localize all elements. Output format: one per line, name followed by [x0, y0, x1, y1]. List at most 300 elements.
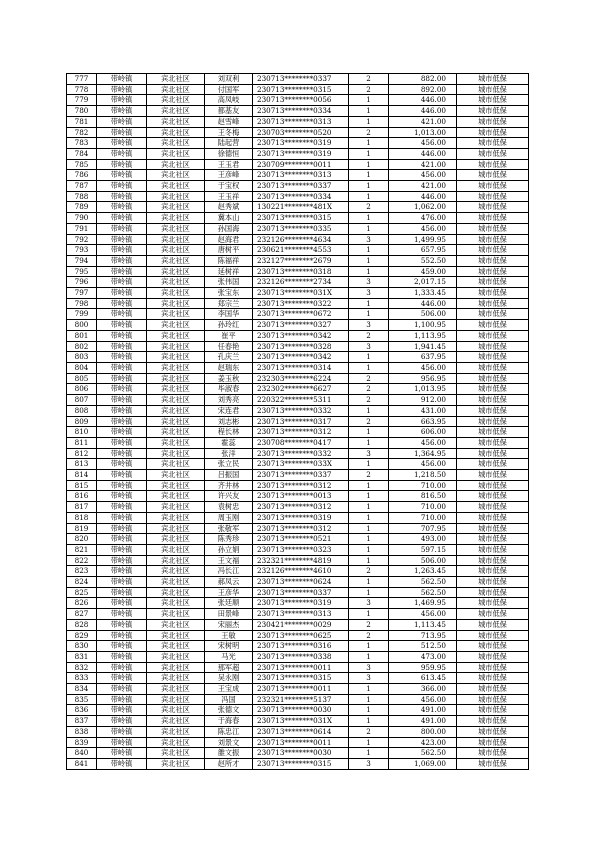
aid-type-cell: 城市低保: [457, 245, 529, 256]
community-cell: 宾北社区: [147, 726, 205, 737]
name-cell: 刘志彬: [205, 416, 253, 427]
amount-cell: 456.00: [389, 437, 457, 448]
id-number-cell: 230713********0318: [253, 266, 349, 277]
id-number-cell: 230713********0056: [253, 95, 349, 106]
table-row: [67, 373, 529, 384]
community-cell: 宾北社区: [147, 598, 205, 609]
name-cell: 张伟国: [205, 277, 253, 288]
row-number-cell: 823: [67, 566, 97, 577]
row-number-cell: 832: [67, 662, 97, 673]
community-cell: 宾北社区: [147, 84, 205, 95]
aid-type-cell: 城市低保: [457, 619, 529, 630]
community-cell: 宾北社区: [147, 341, 205, 352]
amount-cell: 459.00: [389, 266, 457, 277]
id-number-cell: 230713********0337: [253, 74, 349, 85]
table-row: [67, 298, 529, 309]
community-cell: 宾北社区: [147, 577, 205, 588]
community-cell: 宾北社区: [147, 277, 205, 288]
row-number-cell: 797: [67, 288, 97, 299]
amount-cell: 562.50: [389, 577, 457, 588]
row-number-cell: 838: [67, 726, 97, 737]
amount-cell: 657.95: [389, 245, 457, 256]
id-number-cell: 230713********0313: [253, 116, 349, 127]
town-cell: 带岭镇: [97, 523, 147, 534]
name-cell: 孙立娟: [205, 544, 253, 555]
household-size-cell: 1: [349, 138, 389, 149]
table-row: [67, 555, 529, 566]
amount-cell: 512.50: [389, 641, 457, 652]
town-cell: 带岭镇: [97, 673, 147, 684]
table-row: [67, 566, 529, 577]
name-cell: 王敏: [205, 630, 253, 641]
amount-cell: 1,469.95: [389, 598, 457, 609]
name-cell: 冀本山: [205, 213, 253, 224]
town-cell: 带岭镇: [97, 748, 147, 759]
household-size-cell: 1: [349, 245, 389, 256]
aid-type-cell: 城市低保: [457, 726, 529, 737]
name-cell: 赵海君: [205, 234, 253, 245]
community-cell: 宾北社区: [147, 138, 205, 149]
community-cell: 宾北社区: [147, 384, 205, 395]
amount-cell: 562.50: [389, 748, 457, 759]
name-cell: 霍蕊: [205, 437, 253, 448]
name-cell: 许兴友: [205, 491, 253, 502]
town-cell: 带岭镇: [97, 630, 147, 641]
household-size-cell: 1: [349, 512, 389, 523]
household-size-cell: 1: [349, 502, 389, 513]
row-number-cell: 837: [67, 716, 97, 727]
community-cell: 宾北社区: [147, 480, 205, 491]
aid-type-cell: 城市低保: [457, 255, 529, 266]
household-size-cell: 3: [349, 662, 389, 673]
household-size-cell: 1: [349, 577, 389, 588]
community-cell: 宾北社区: [147, 127, 205, 138]
household-size-cell: 1: [349, 716, 389, 727]
aid-type-cell: 城市低保: [457, 330, 529, 341]
household-size-cell: 2: [349, 202, 389, 213]
amount-cell: 446.00: [389, 191, 457, 202]
name-cell: 孙国海: [205, 223, 253, 234]
table-row: [67, 277, 529, 288]
row-number-cell: 777: [67, 74, 97, 85]
amount-cell: 1,941.45: [389, 341, 457, 352]
community-cell: 宾北社区: [147, 641, 205, 652]
table-row: [67, 416, 529, 427]
amount-cell: 663.95: [389, 416, 457, 427]
aid-type-cell: 城市低保: [457, 362, 529, 373]
table-row: [67, 116, 529, 127]
table-row: [67, 459, 529, 470]
id-number-cell: 220322********5311: [253, 395, 349, 406]
name-cell: 于宝权: [205, 181, 253, 192]
id-number-cell: 230713********031X: [253, 288, 349, 299]
name-cell: 延树祥: [205, 266, 253, 277]
town-cell: 带岭镇: [97, 116, 147, 127]
id-number-cell: 230713********0312: [253, 523, 349, 534]
town-cell: 带岭镇: [97, 662, 147, 673]
name-cell: 田景峰: [205, 609, 253, 620]
aid-type-cell: 城市低保: [457, 437, 529, 448]
id-number-cell: 230713********0672: [253, 309, 349, 320]
row-number-cell: 829: [67, 630, 97, 641]
aid-type-cell: 城市低保: [457, 127, 529, 138]
table-row: [67, 619, 529, 630]
name-cell: 宋丽杰: [205, 619, 253, 630]
id-number-cell: 230713********0316: [253, 641, 349, 652]
name-cell: 李国华: [205, 309, 253, 320]
community-cell: 宾北社区: [147, 459, 205, 470]
amount-cell: 423.00: [389, 737, 457, 748]
id-number-cell: 230713********0313: [253, 170, 349, 181]
row-number-cell: 789: [67, 202, 97, 213]
community-cell: 宾北社区: [147, 395, 205, 406]
id-number-cell: 232302********6627: [253, 384, 349, 395]
row-number-cell: 792: [67, 234, 97, 245]
town-cell: 带岭镇: [97, 341, 147, 352]
name-cell: 宋树明: [205, 641, 253, 652]
table-row: [67, 170, 529, 181]
community-cell: 宾北社区: [147, 555, 205, 566]
amount-cell: 431.00: [389, 405, 457, 416]
community-cell: 宾北社区: [147, 587, 205, 598]
row-number-cell: 800: [67, 320, 97, 331]
table-row: [67, 673, 529, 684]
community-cell: 宾北社区: [147, 437, 205, 448]
name-cell: 齐井林: [205, 480, 253, 491]
community-cell: 宾北社区: [147, 352, 205, 363]
town-cell: 带岭镇: [97, 437, 147, 448]
aid-type-cell: 城市低保: [457, 181, 529, 192]
household-size-cell: 1: [349, 298, 389, 309]
table-row: [67, 159, 529, 170]
id-number-cell: 230713********0319: [253, 148, 349, 159]
household-size-cell: 3: [349, 277, 389, 288]
id-number-cell: 230713********0335: [253, 223, 349, 234]
name-cell: 张立民: [205, 459, 253, 470]
aid-type-cell: 城市低保: [457, 427, 529, 438]
town-cell: 带岭镇: [97, 213, 147, 224]
name-cell: 崔平: [205, 330, 253, 341]
id-number-cell: 230713********031X: [253, 716, 349, 727]
id-number-cell: 230713********0312: [253, 427, 349, 438]
town-cell: 带岭镇: [97, 234, 147, 245]
name-cell: 王文福: [205, 555, 253, 566]
community-cell: 宾北社区: [147, 759, 205, 770]
table-row: [67, 223, 529, 234]
name-cell: 马光: [205, 651, 253, 662]
household-size-cell: 1: [349, 684, 389, 695]
community-cell: 宾北社区: [147, 470, 205, 481]
id-number-cell: 230713********0013: [253, 491, 349, 502]
aid-type-cell: 城市低保: [457, 202, 529, 213]
aid-type-cell: 城市低保: [457, 480, 529, 491]
amount-cell: 366.00: [389, 684, 457, 695]
row-number-cell: 824: [67, 577, 97, 588]
row-number-cell: 828: [67, 619, 97, 630]
community-cell: 宾北社区: [147, 491, 205, 502]
name-cell: 吴永刚: [205, 673, 253, 684]
id-number-cell: 230713********0322: [253, 298, 349, 309]
row-number-cell: 794: [67, 255, 97, 266]
town-cell: 带岭镇: [97, 651, 147, 662]
town-cell: 带岭镇: [97, 202, 147, 213]
aid-type-cell: 城市低保: [457, 373, 529, 384]
community-cell: 宾北社区: [147, 737, 205, 748]
aid-type-cell: 城市低保: [457, 277, 529, 288]
id-number-cell: 230713********0011: [253, 684, 349, 695]
community-cell: 宾北社区: [147, 234, 205, 245]
amount-cell: 446.00: [389, 95, 457, 106]
aid-type-cell: 城市低保: [457, 191, 529, 202]
aid-type-cell: 城市低保: [457, 759, 529, 770]
name-cell: 冯长江: [205, 566, 253, 577]
aid-type-cell: 城市低保: [457, 651, 529, 662]
town-cell: 带岭镇: [97, 555, 147, 566]
town-cell: 带岭镇: [97, 395, 147, 406]
town-cell: 带岭镇: [97, 705, 147, 716]
id-number-cell: 230621********4553: [253, 245, 349, 256]
community-cell: 宾北社区: [147, 95, 205, 106]
household-size-cell: 3: [349, 673, 389, 684]
name-cell: 冯国: [205, 694, 253, 705]
row-number-cell: 810: [67, 427, 97, 438]
amount-cell: 1,100.95: [389, 320, 457, 331]
household-size-cell: 1: [349, 523, 389, 534]
amount-cell: 446.00: [389, 106, 457, 117]
name-cell: 徐德恒: [205, 148, 253, 159]
id-number-cell: 230713********0614: [253, 726, 349, 737]
aid-type-cell: 城市低保: [457, 470, 529, 481]
community-cell: 宾北社区: [147, 673, 205, 684]
table-row: [67, 352, 529, 363]
amount-cell: 476.00: [389, 213, 457, 224]
amount-cell: 506.00: [389, 309, 457, 320]
name-cell: 王玉祥: [205, 191, 253, 202]
community-cell: 宾北社区: [147, 309, 205, 320]
table-row: [67, 641, 529, 652]
household-size-cell: 1: [349, 555, 389, 566]
amount-cell: 800.00: [389, 726, 457, 737]
household-size-cell: 2: [349, 330, 389, 341]
amount-cell: 710.00: [389, 502, 457, 513]
aid-type-cell: 城市低保: [457, 213, 529, 224]
row-number-cell: 825: [67, 587, 97, 598]
town-cell: 带岭镇: [97, 566, 147, 577]
id-number-cell: 230713********0338: [253, 651, 349, 662]
row-number-cell: 814: [67, 470, 97, 481]
household-size-cell: 1: [349, 170, 389, 181]
row-number-cell: 780: [67, 106, 97, 117]
household-size-cell: 3: [349, 341, 389, 352]
community-cell: 宾北社区: [147, 512, 205, 523]
id-number-cell: 230713********0312: [253, 480, 349, 491]
id-number-cell: 230713********0521: [253, 534, 349, 545]
row-number-cell: 816: [67, 491, 97, 502]
name-cell: 赵所才: [205, 759, 253, 770]
household-size-cell: 1: [349, 223, 389, 234]
household-size-cell: 2: [349, 84, 389, 95]
table-row: [67, 437, 529, 448]
table-row: [67, 684, 529, 695]
amount-cell: 473.00: [389, 651, 457, 662]
id-number-cell: 232321********4819: [253, 555, 349, 566]
id-number-cell: 232126********4610: [253, 566, 349, 577]
row-number-cell: 798: [67, 298, 97, 309]
amount-cell: 446.00: [389, 298, 457, 309]
table-row: [67, 234, 529, 245]
row-number-cell: 836: [67, 705, 97, 716]
name-cell: 赵瑞东: [205, 362, 253, 373]
name-cell: 高凤岐: [205, 95, 253, 106]
name-cell: 宋连君: [205, 405, 253, 416]
household-size-cell: 1: [349, 480, 389, 491]
name-cell: 都基友: [205, 106, 253, 117]
town-cell: 带岭镇: [97, 320, 147, 331]
household-size-cell: 1: [349, 159, 389, 170]
name-cell: 张廷顺: [205, 598, 253, 609]
household-size-cell: 1: [349, 191, 389, 202]
town-cell: 带岭镇: [97, 373, 147, 384]
community-cell: 宾北社区: [147, 74, 205, 85]
table-row: [67, 245, 529, 256]
town-cell: 带岭镇: [97, 416, 147, 427]
name-cell: 周玉刚: [205, 512, 253, 523]
amount-cell: 456.00: [389, 223, 457, 234]
aid-type-cell: 城市低保: [457, 502, 529, 513]
row-number-cell: 787: [67, 181, 97, 192]
name-cell: 赵秀斌: [205, 202, 253, 213]
amount-cell: 713.95: [389, 630, 457, 641]
row-number-cell: 831: [67, 651, 97, 662]
aid-type-cell: 城市低保: [457, 223, 529, 234]
town-cell: 带岭镇: [97, 534, 147, 545]
table-row: [67, 106, 529, 117]
table-row: [67, 480, 529, 491]
town-cell: 带岭镇: [97, 619, 147, 630]
name-cell: 吕振国: [205, 470, 253, 481]
row-number-cell: 806: [67, 384, 97, 395]
amount-cell: 1,013.95: [389, 384, 457, 395]
row-number-cell: 804: [67, 362, 97, 373]
amount-cell: 1,364.95: [389, 448, 457, 459]
household-size-cell: 2: [349, 384, 389, 395]
row-number-cell: 815: [67, 480, 97, 491]
id-number-cell: 230713********0334: [253, 191, 349, 202]
table-row: [67, 448, 529, 459]
name-cell: 张敬军: [205, 523, 253, 534]
row-number-cell: 822: [67, 555, 97, 566]
town-cell: 带岭镇: [97, 106, 147, 117]
community-cell: 宾北社区: [147, 116, 205, 127]
amount-cell: 446.00: [389, 148, 457, 159]
household-size-cell: 2: [349, 74, 389, 85]
community-cell: 宾北社区: [147, 288, 205, 299]
row-number-cell: 783: [67, 138, 97, 149]
id-number-cell: 230713********0315: [253, 84, 349, 95]
id-number-cell: 232303********6224: [253, 373, 349, 384]
community-cell: 宾北社区: [147, 448, 205, 459]
town-cell: 带岭镇: [97, 245, 147, 256]
table-row: [67, 405, 529, 416]
id-number-cell: 230713********0323: [253, 544, 349, 555]
table-row: [67, 191, 529, 202]
amount-cell: 710.00: [389, 512, 457, 523]
aid-type-cell: 城市低保: [457, 298, 529, 309]
community-cell: 宾北社区: [147, 716, 205, 727]
table-row: [67, 74, 529, 85]
id-number-cell: 232126********2734: [253, 277, 349, 288]
id-number-cell: 230713********0342: [253, 330, 349, 341]
amount-cell: 882.00: [389, 74, 457, 85]
town-cell: 带岭镇: [97, 277, 147, 288]
table-row: [67, 726, 529, 737]
id-number-cell: 230713********0328: [253, 341, 349, 352]
community-cell: 宾北社区: [147, 202, 205, 213]
amount-cell: 491.00: [389, 705, 457, 716]
community-cell: 宾北社区: [147, 148, 205, 159]
amount-cell: 421.00: [389, 116, 457, 127]
table-row: [67, 534, 529, 545]
row-number-cell: 796: [67, 277, 97, 288]
table-row: [67, 491, 529, 502]
row-number-cell: 841: [67, 759, 97, 770]
row-number-cell: 784: [67, 148, 97, 159]
row-number-cell: 781: [67, 116, 97, 127]
id-number-cell: 230713********0624: [253, 577, 349, 588]
town-cell: 带岭镇: [97, 127, 147, 138]
aid-type-cell: 城市低保: [457, 159, 529, 170]
aid-type-cell: 城市低保: [457, 705, 529, 716]
amount-cell: 506.00: [389, 555, 457, 566]
amount-cell: 912.00: [389, 395, 457, 406]
id-number-cell: 230713********0327: [253, 320, 349, 331]
table-row: [67, 84, 529, 95]
row-number-cell: 778: [67, 84, 97, 95]
household-size-cell: 2: [349, 416, 389, 427]
household-size-cell: 3: [349, 448, 389, 459]
table-row: [67, 202, 529, 213]
name-cell: 袁树忠: [205, 502, 253, 513]
row-number-cell: 819: [67, 523, 97, 534]
town-cell: 带岭镇: [97, 384, 147, 395]
town-cell: 带岭镇: [97, 609, 147, 620]
community-cell: 宾北社区: [147, 320, 205, 331]
id-number-cell: 130221********481X: [253, 202, 349, 213]
id-number-cell: 230708********0417: [253, 437, 349, 448]
row-number-cell: 793: [67, 245, 97, 256]
name-cell: 刘景文: [205, 737, 253, 748]
aid-type-cell: 城市低保: [457, 405, 529, 416]
amount-cell: 562.50: [389, 587, 457, 598]
town-cell: 带岭镇: [97, 148, 147, 159]
household-size-cell: 1: [349, 309, 389, 320]
id-number-cell: 230713********0337: [253, 587, 349, 598]
row-number-cell: 779: [67, 95, 97, 106]
amount-cell: 456.00: [389, 170, 457, 181]
community-cell: 宾北社区: [147, 191, 205, 202]
town-cell: 带岭镇: [97, 694, 147, 705]
row-number-cell: 835: [67, 694, 97, 705]
community-cell: 宾北社区: [147, 566, 205, 577]
aid-type-cell: 城市低保: [457, 641, 529, 652]
name-cell: 陆起营: [205, 138, 253, 149]
row-number-cell: 795: [67, 266, 97, 277]
town-cell: 带岭镇: [97, 362, 147, 373]
table-row: [67, 587, 529, 598]
aid-type-cell: 城市低保: [457, 512, 529, 523]
town-cell: 带岭镇: [97, 587, 147, 598]
household-size-cell: 2: [349, 630, 389, 641]
